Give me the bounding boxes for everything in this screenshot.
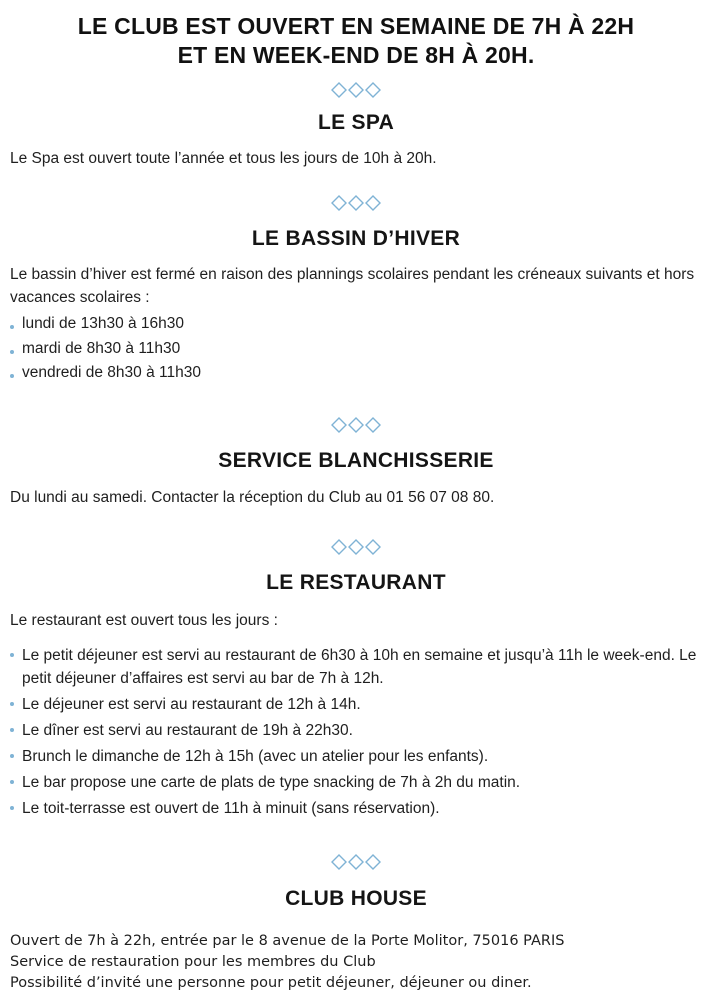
list-item: Le toit-terrasse est ouvert de 11h à minuit (sans réservation). xyxy=(10,797,702,820)
list-item: vendredi de 8h30 à 11h30 xyxy=(10,361,702,386)
list-item: Le dîner est servi au restaurant de 19h à 22h30. xyxy=(10,719,702,742)
triple-diamond-icon xyxy=(330,195,382,211)
bassin-title: LE BASSIN D’HIVER xyxy=(251,227,461,250)
headline-line-2: ET EN WEEK-END DE 8H À 20H. xyxy=(177,42,535,68)
clubhouse-line-service: Service de restauration pour les membres du Club xyxy=(10,954,376,970)
bullet-icon xyxy=(10,806,14,810)
triple-diamond-icon xyxy=(330,539,382,555)
clubhouse-line-guest: Possibilité d’invité une personne pour petit déjeuner, déjeuner ou diner. xyxy=(10,975,532,991)
spa-text: Le Spa est ouvert toute l’année et tous les jours de 10h à 20h. xyxy=(10,150,437,167)
bullet-icon xyxy=(10,702,14,706)
bullet-icon xyxy=(10,728,14,732)
triple-diamond-icon xyxy=(330,854,382,870)
blanchisserie-text: Du lundi au samedi. Contacter la réception du Club au 01 56 07 08 80. xyxy=(10,489,495,506)
list-item: Le bar propose une carte de plats de type snacking de 7h à 2h du matin. xyxy=(10,771,702,794)
bassin-text: Le bassin d’hiver est fermé en raison des plannings scolaires pendant les créneaux suivants et hors vacances scolaires : xyxy=(10,266,695,306)
restaurant-title: LE RESTAURANT xyxy=(266,571,446,594)
blanchisserie-title: SERVICE BLANCHISSERIE xyxy=(218,449,494,472)
page-headline xyxy=(0,12,712,70)
clubhouse-title: CLUB HOUSE xyxy=(285,887,427,910)
list-item: Le déjeuner est servi au restaurant de 12h à 14h. xyxy=(10,693,702,716)
bullet-icon xyxy=(10,325,14,329)
clubhouse-info xyxy=(10,931,710,994)
headline-line-1: LE CLUB EST OUVERT EN SEMAINE DE 7H À 22H xyxy=(77,13,635,39)
restaurant-hours-list xyxy=(10,644,702,823)
list-item: Brunch le dimanche de 12h à 15h (avec un atelier pour les enfants). xyxy=(10,745,702,768)
bullet-icon xyxy=(10,374,14,378)
bullet-icon xyxy=(10,653,14,657)
clubhouse-line-hours: Ouvert de 7h à 22h, entrée par le 8 avenue de la Porte Molitor, 75016 PARIS xyxy=(10,933,565,949)
bullet-icon xyxy=(10,780,14,784)
spa-title: LE SPA xyxy=(317,111,395,134)
list-item: mardi de 8h30 à 11h30 xyxy=(10,337,702,362)
bullet-icon xyxy=(10,754,14,758)
list-item: lundi de 13h30 à 16h30 xyxy=(10,312,702,337)
list-item: Le petit déjeuner est servi au restaurant de 6h30 à 10h en semaine et jusqu’à 11h le week-end. Le petit déjeuner d’affaires est servi au bar de 7h à 12h. xyxy=(10,644,702,690)
bassin-closure-list xyxy=(10,312,702,386)
bullet-icon xyxy=(10,350,14,354)
triple-diamond-icon xyxy=(330,417,382,433)
restaurant-intro: Le restaurant est ouvert tous les jours : xyxy=(10,612,278,629)
triple-diamond-icon xyxy=(330,82,382,98)
